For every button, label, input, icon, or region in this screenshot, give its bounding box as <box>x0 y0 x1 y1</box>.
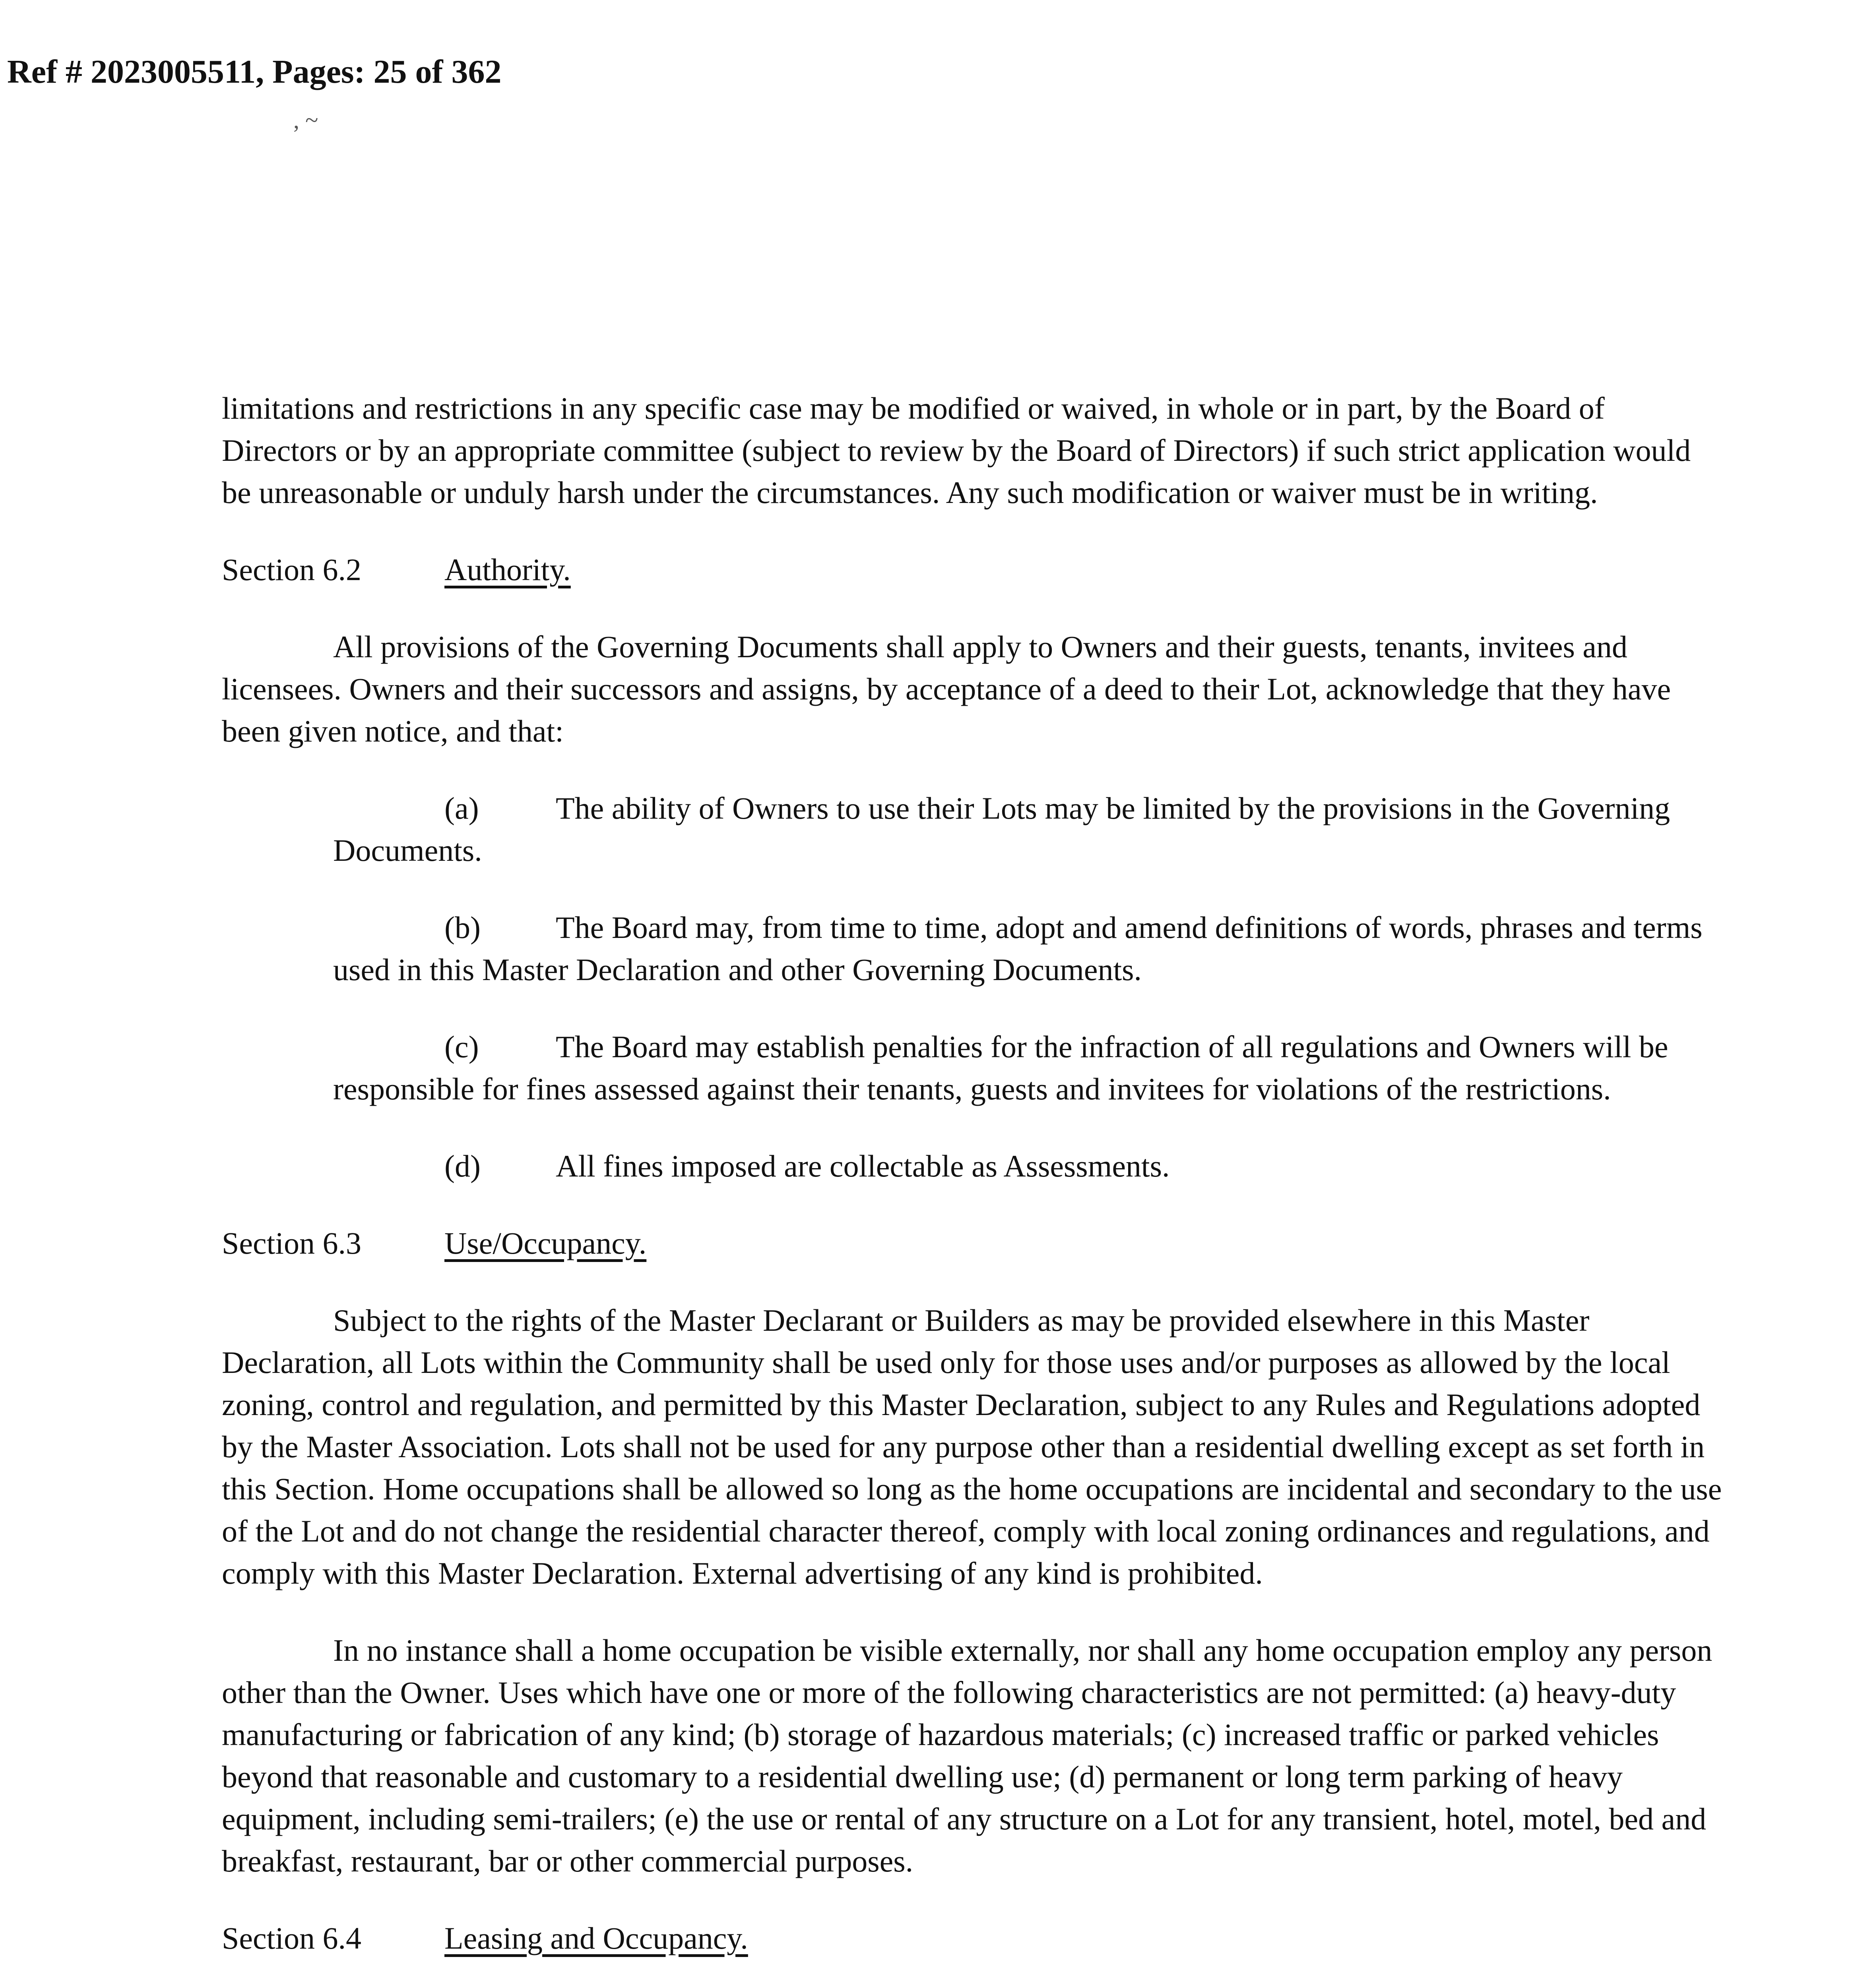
section-title: Use/Occupancy. <box>444 1226 647 1260</box>
subitem-text: All fines imposed are collectable as Assessments. <box>556 1149 1170 1183</box>
subitem-a <box>222 787 1724 872</box>
paragraph-home-occupation: In no instance shall a home occupation be visible externally, nor shall any home occupation employ any person other than the Owner. Uses which have one or more of the following characteristics are not permitted: (a) heavy-duty manufacturing or fabrication of any kind; (b) storage of hazardous materials; (c) increased traffic or parked vehicles beyond that reasonable and customary to a residential dwelling use; (d) permanent or long term parking of heavy equipment, including semi-trailers; (e) the use or rental of any structure on a Lot for any transient, hotel, motel, bed and breakfast, restaurant, bar or other commercial purposes. <box>222 1633 1713 1878</box>
section-6-2-heading <box>222 549 1724 591</box>
subitem-b <box>222 907 1724 991</box>
subitem-text: The Board may establish penalties for the infraction of all regulations and Owners will be responsible for fines assessed against their tenants, guests and invitees for violations of the restrictions. <box>333 1029 1668 1106</box>
subitem-text: The Board may, from time to time, adopt and amend definitions of words, phrases and terms used in this Master Declaration and other Governing Documents. <box>333 910 1703 987</box>
section-6-3-heading <box>222 1222 1724 1264</box>
section-number: Section 6.2 <box>222 552 361 587</box>
scan-artifact: , ~ <box>293 107 318 133</box>
section-title: Authority. <box>444 552 571 587</box>
paragraph-continuation: limitations and restrictions in any specific case may be modified or waived, in whole or in part, by the Board of Directors or by an appropriate committee (subject to review by the Board of Directors) if such strict application would be unreasonable or unduly harsh under the circumstances. Any such modification or waiver must be in writing. <box>222 391 1691 510</box>
subitem-label: (a) <box>444 791 479 825</box>
subitem-d <box>222 1145 1724 1187</box>
subitem-label: (b) <box>444 910 481 945</box>
document-body <box>222 387 1724 1988</box>
section-6-4-heading <box>222 1917 1724 1959</box>
section-title: Leasing and Occupancy. <box>444 1921 748 1955</box>
reference-header: Ref # 2023005511, Pages: 25 of 362 <box>7 53 502 90</box>
subitem-text: The ability of Owners to use their Lots may be limited by the provisions in the Governing Documents. <box>333 791 1670 868</box>
section-number: Section 6.4 <box>222 1921 361 1955</box>
subitem-c <box>222 1026 1724 1110</box>
paragraph-authority: All provisions of the Governing Documents shall apply to Owners and their guests, tenants, invitees and licensees. Owners and their successors and assigns, by acceptance of a deed to their Lot, acknowledge that they have been given notice, and that: <box>222 629 1671 748</box>
subitem-label: (d) <box>444 1149 481 1183</box>
paragraph-use-occupancy: Subject to the rights of the Master Declarant or Builders as may be provided elsewhere in this Master Declaration, all Lots within the Community shall be used only for those uses and/or purposes as allowed by the local zoning, control and regulation, and permitted by this Master Declaration, subject to any Rules and Regulations adopted by the Master Association. Lots shall not be used for any purpose other than a residential dwelling except as set forth in this Section. Home occupations shall be allowed so long as the home occupations are incidental and secondary to the use of the Lot and do not change the residential character thereof, comply with local zoning ordinances and regulations, and comply with this Master Declaration. External advertising of any kind is prohibited. <box>222 1303 1722 1590</box>
section-number: Section 6.3 <box>222 1226 361 1260</box>
subitem-label: (c) <box>444 1029 479 1064</box>
